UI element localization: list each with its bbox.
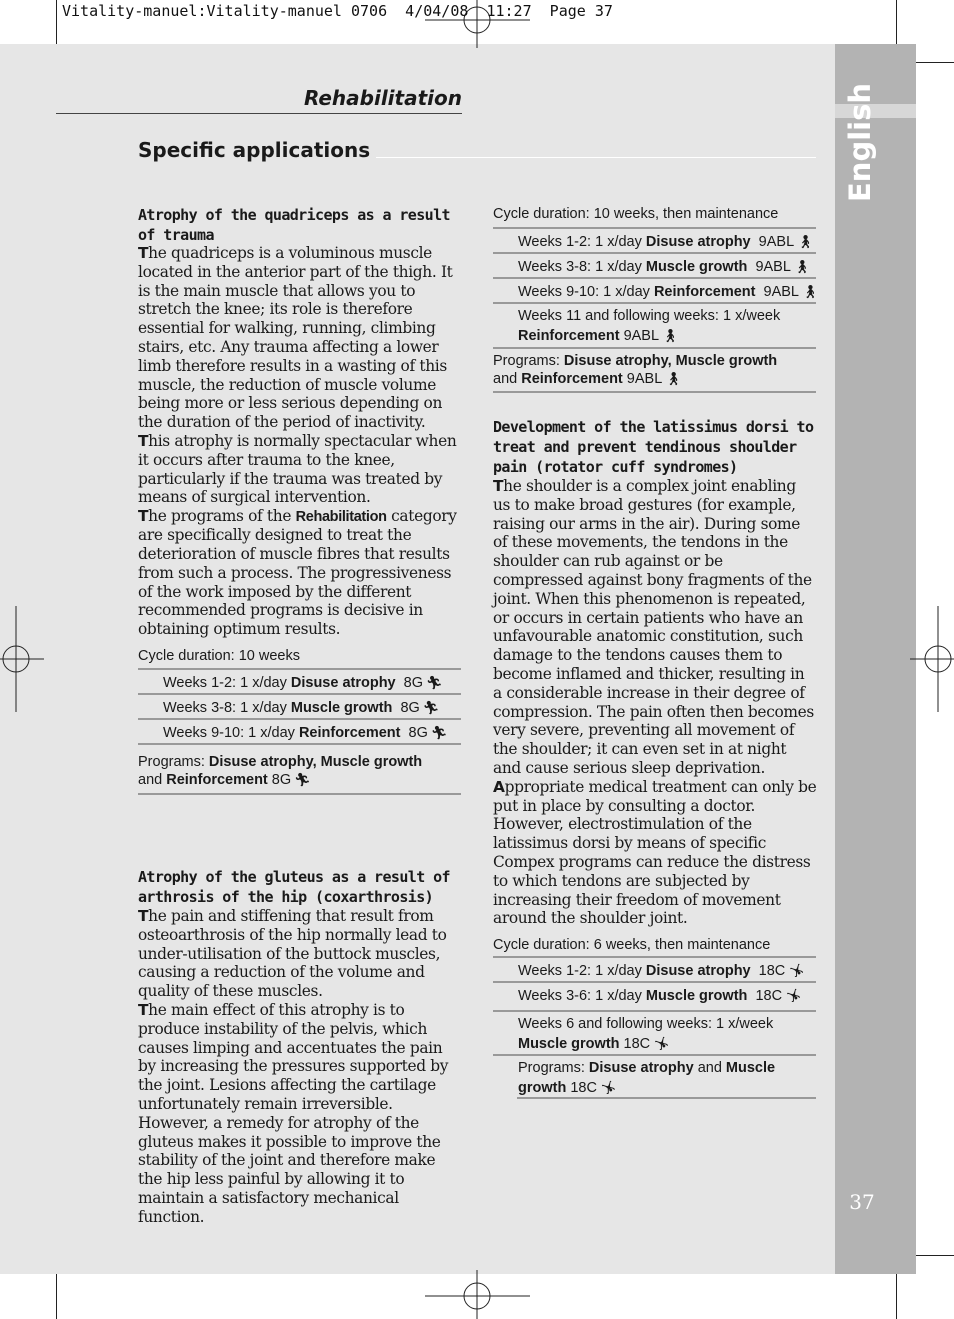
plan-code: 9ABL	[755, 284, 799, 300]
plan-program: Disuse atrophy	[645, 234, 751, 250]
body-figure-icon: 🏃︎	[422, 700, 440, 715]
section-title: Rehabilitation	[303, 86, 462, 110]
plan-program: Muscle growth	[645, 988, 748, 1004]
latissimus-text: The shoulder is a complex joint enabling us to make broad gestures (for example, raising our arms in the air). During some of these movements, the tendons in the shoulder can rub against or be compressed against bony fragments of the joint. When this phenomenon is repeated, or occurs in certain patients who have an unfavourable anatomic constitution, such damage to the tendons causes them to become inflamed and thicker, resulting in a considerable increase in their degree of compression. The pain often then becomes very severe, preventing all movement of the shoulder; it can even set in at night and cause serious sleep deprivation. Appropriate medical treatment can only be put in place by consulting a doctor. However, electrostimulation of the latissimus dorsi by means of specific Compex programs can reduce the distress to which tendons are subjected by increasing their freedom of movement around the shoulder joint.	[493, 477, 817, 928]
plan-row	[493, 956, 816, 981]
plan-program: Disuse atrophy	[645, 963, 751, 979]
page-heading: Specific applications	[138, 138, 376, 162]
gluteus-text: The pain and stiffening that result from osteoarthrosis of the hip normally lead to under-utilisation of the buttock muscles, causing a reduction of the volume and quality of these muscles. The main effect of this atrophy is to produce instability of the pelvis, which causes limping and accentuates the pain by increasing the pressures supported by the joint. Lesions affecting the cartilage unfortunately remain irreversible. However, a remedy for atrophy of the gluteus makes it possible to improve the stability of the joint and therefore make the hip less painful by allowing it to maintain a satisfactory mechanical function.	[138, 907, 449, 1226]
section-rule	[56, 113, 462, 114]
body-figure-icon: 🤸︎	[785, 988, 802, 1003]
body-figure-icon: 🚶︎	[665, 371, 682, 386]
plan-rule	[493, 391, 816, 393]
language-label: English	[843, 82, 877, 202]
body-figure-icon: 🚶︎	[793, 259, 811, 274]
plan-weeks: Weeks 3-6: 1 x/day	[518, 988, 646, 1004]
plan-row	[493, 981, 816, 1006]
plan-code: 8G	[392, 700, 420, 716]
plan-weeks: Weeks 9-10: 1 x/day	[163, 725, 299, 741]
body-figure-icon: 🏃︎	[430, 725, 448, 740]
body-figure-icon: 🤸︎	[653, 1036, 670, 1051]
plan-program: Reinforcement	[298, 725, 401, 741]
plan-code: 8G	[400, 725, 428, 741]
gluteus-maintenance: Weeks 11 and following weeks: 1 x/week Reinforcement 9ABL 🚶︎	[493, 302, 816, 346]
plan-code: 18C	[747, 988, 783, 1004]
plan-row	[138, 668, 461, 693]
print-slug-header: Vitality-manuel:Vitality-manuel 0706 4/04/08 11:27 Page 37	[62, 2, 613, 20]
plan-code: 8G	[395, 675, 424, 691]
plan-weeks: Weeks 1-2: 1 x/day	[518, 963, 646, 979]
body-figure-icon: 🏃︎	[294, 772, 311, 787]
plan-code: 9ABL	[750, 234, 795, 250]
body-figure-icon: 🤸︎	[599, 1080, 617, 1095]
latissimus-maintenance: Weeks 6 and following weeks: 1 x/week Muscle growth 18C 🤸︎	[493, 1010, 816, 1054]
quadriceps-cycle: Cycle duration: 10 weeks	[138, 648, 300, 664]
plan-row	[493, 227, 816, 252]
quadriceps-title: Atrophy of the quadriceps as a result of trauma	[138, 206, 450, 244]
gluteus-title: Atrophy of the gluteus as a result of arthrosis of the hip (coxarthrosis)	[138, 868, 450, 906]
plan-row	[493, 252, 816, 277]
plan-weeks: Weeks 3-8: 1 x/day	[163, 700, 291, 716]
plan-code: 18C	[750, 963, 786, 979]
gluteus-programs: Programs: Disuse atrophy, Muscle growth and Reinforcement 9ABL 🚶︎	[493, 353, 778, 387]
gluteus-cycle: Cycle duration: 10 weeks, then maintenance	[493, 206, 779, 222]
quadriceps-programs: Programs: Disuse atrophy, Muscle growth and Reinforcement 8G 🏃︎	[138, 754, 423, 788]
plan-weeks: Weeks 9-10: 1 x/day	[518, 284, 654, 300]
quadriceps-text: The quadriceps is a voluminous muscle located in the anterior part of the thigh. It is the main muscle that allows you to stretch the knee; its role is therefore essential for walking, running, climbing stairs, etc. Any trauma affecting a lower limb therefore results in a wasting of this muscle, the reduction of muscle volume being more or less serious depending on the duration of the period of inactivity. This atrophy is normally spectacular when it occurs after trauma to the knee, particularly if the trauma was treated by means of surgical intervention. The programs of the Rehabilitation category are specifically designed to treat the deterioration of muscle fibres that results from such a process. The progressiveness of the work imposed by the different recommended programs is decisive in obtaining optimum results.	[138, 244, 457, 639]
body-figure-icon: 🚶︎	[802, 284, 819, 299]
body-figure-icon: 🏃︎	[426, 675, 443, 690]
body-figure-icon: 🚶︎	[662, 328, 679, 343]
plan-row	[138, 693, 461, 718]
latissimus-title: Development of the latissimus dorsi to treat and prevent tendinous shoulder pain (rotator cuff syndromes)	[493, 418, 814, 476]
plan-weeks: Weeks 1-2: 1 x/day	[518, 234, 646, 250]
plan-rule	[493, 347, 816, 349]
page-number: 37	[849, 1190, 875, 1214]
plan-rule	[517, 1097, 816, 1099]
plan-row	[493, 277, 819, 302]
body-figure-icon: 🚶︎	[797, 234, 814, 249]
body-figure-icon: 🤸︎	[788, 963, 805, 978]
plan-row	[138, 718, 461, 743]
plan-program: Muscle growth	[290, 700, 393, 716]
latissimus-programs: Programs: Disuse atrophy and Muscle growth 18C 🤸︎	[493, 1054, 816, 1098]
plan-weeks: Weeks 3-8: 1 x/day	[518, 259, 646, 275]
plan-weeks: Weeks 1-2: 1 x/day	[163, 675, 291, 691]
plan-code: 9ABL	[747, 259, 791, 275]
plan-program: Disuse atrophy	[290, 675, 396, 691]
plan-rule	[138, 793, 461, 795]
latissimus-cycle: Cycle duration: 6 weeks, then maintenance	[493, 937, 771, 953]
plan-program: Muscle growth	[645, 259, 748, 275]
plan-program: Reinforcement	[653, 284, 756, 300]
plan-rule	[138, 743, 461, 745]
